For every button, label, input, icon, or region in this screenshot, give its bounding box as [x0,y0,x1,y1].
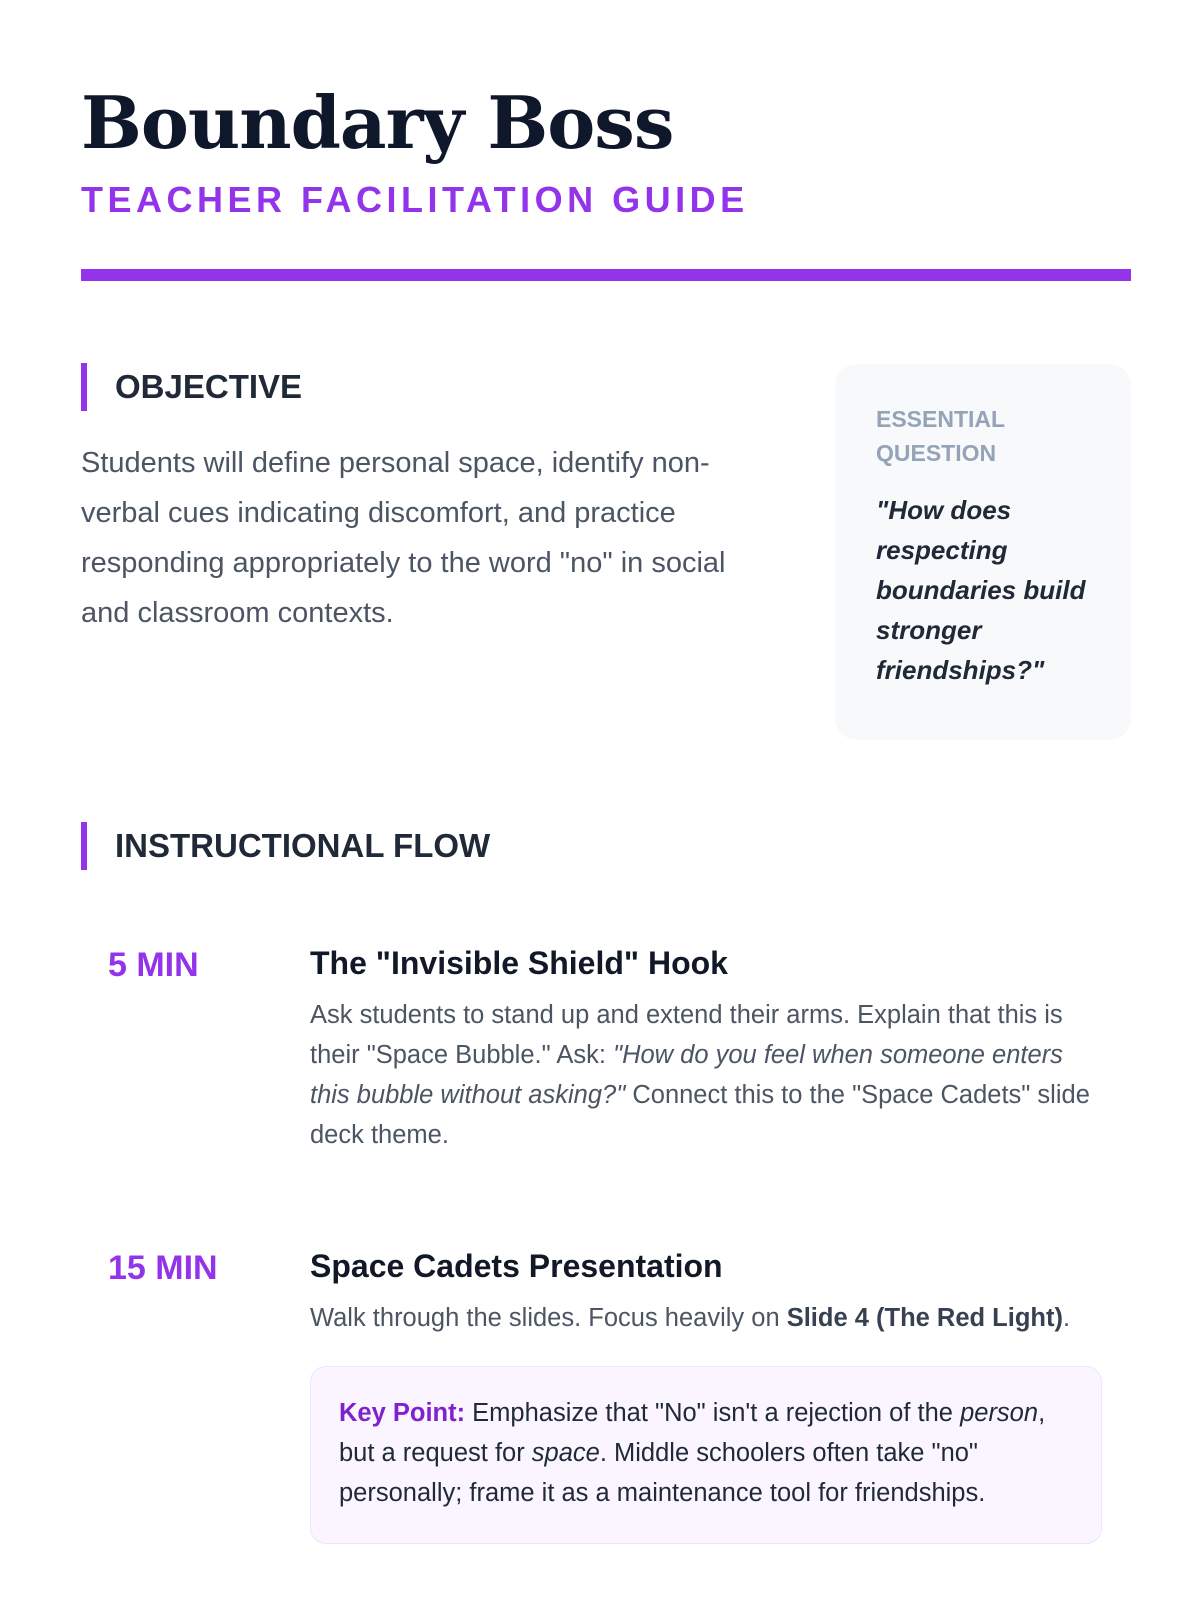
callout-text-part: . Middle schoolers often take "no" personally; frame it as a maintenance tool for friendships. [339,1439,986,1507]
callout-text-part: , but a request for [339,1399,1046,1467]
essential-question-card [835,364,1131,740]
step-text-part: . [1062,1304,1071,1332]
instructional-flow-heading: INSTRUCTIONAL FLOW [81,822,490,870]
step-duration: 15 MIN [108,1249,218,1287]
objective-text: Students will define personal space, identify non-verbal cues indicating discomfort, and practice responding appropriately to the word "no" in social and classroom contexts. [81,447,726,629]
callout-emphasis: space [531,1439,600,1467]
step-text-emphasis: Slide 4 (The Red Light) [786,1304,1063,1332]
key-point-callout [310,1366,1102,1544]
page-subtitle: TEACHER FACILITATION GUIDE [81,179,749,220]
step-text-part: Walk through the slides. Focus heavily on [310,1304,787,1332]
step-body [310,943,1090,1155]
step-duration: 5 MIN [108,946,199,984]
step-text-part: Ask students to stand up and extend their arms. Explain that this is their "Space Bubble." Ask: [310,1001,1063,1069]
step-text-part: Connect this to the "Space Cadets" slide deck theme. [310,1081,1090,1149]
key-point-label: Key Point: [339,1399,466,1427]
objective-heading: OBJECTIVE [81,363,302,411]
essential-question-quote: "How does respecting boundaries build stronger friendships?" [876,495,1086,685]
step-title: The "Invisible Shield" Hook [310,945,728,981]
page-title: Boundary Boss [81,80,674,165]
header-divider [81,269,1131,281]
callout-text-part: Emphasize that "No" isn't a rejection of the [465,1399,961,1427]
callout-emphasis: person [960,1399,1039,1427]
step-text-question: "How do you feel when someone enters this bubble without asking?" [310,1041,1063,1109]
essential-question-label: ESSENTIAL QUESTION [876,406,1005,466]
step-description [310,1298,1090,1338]
step-title: Space Cadets Presentation [310,1248,723,1284]
step-body [310,1246,1090,1544]
step-description [310,995,1090,1155]
